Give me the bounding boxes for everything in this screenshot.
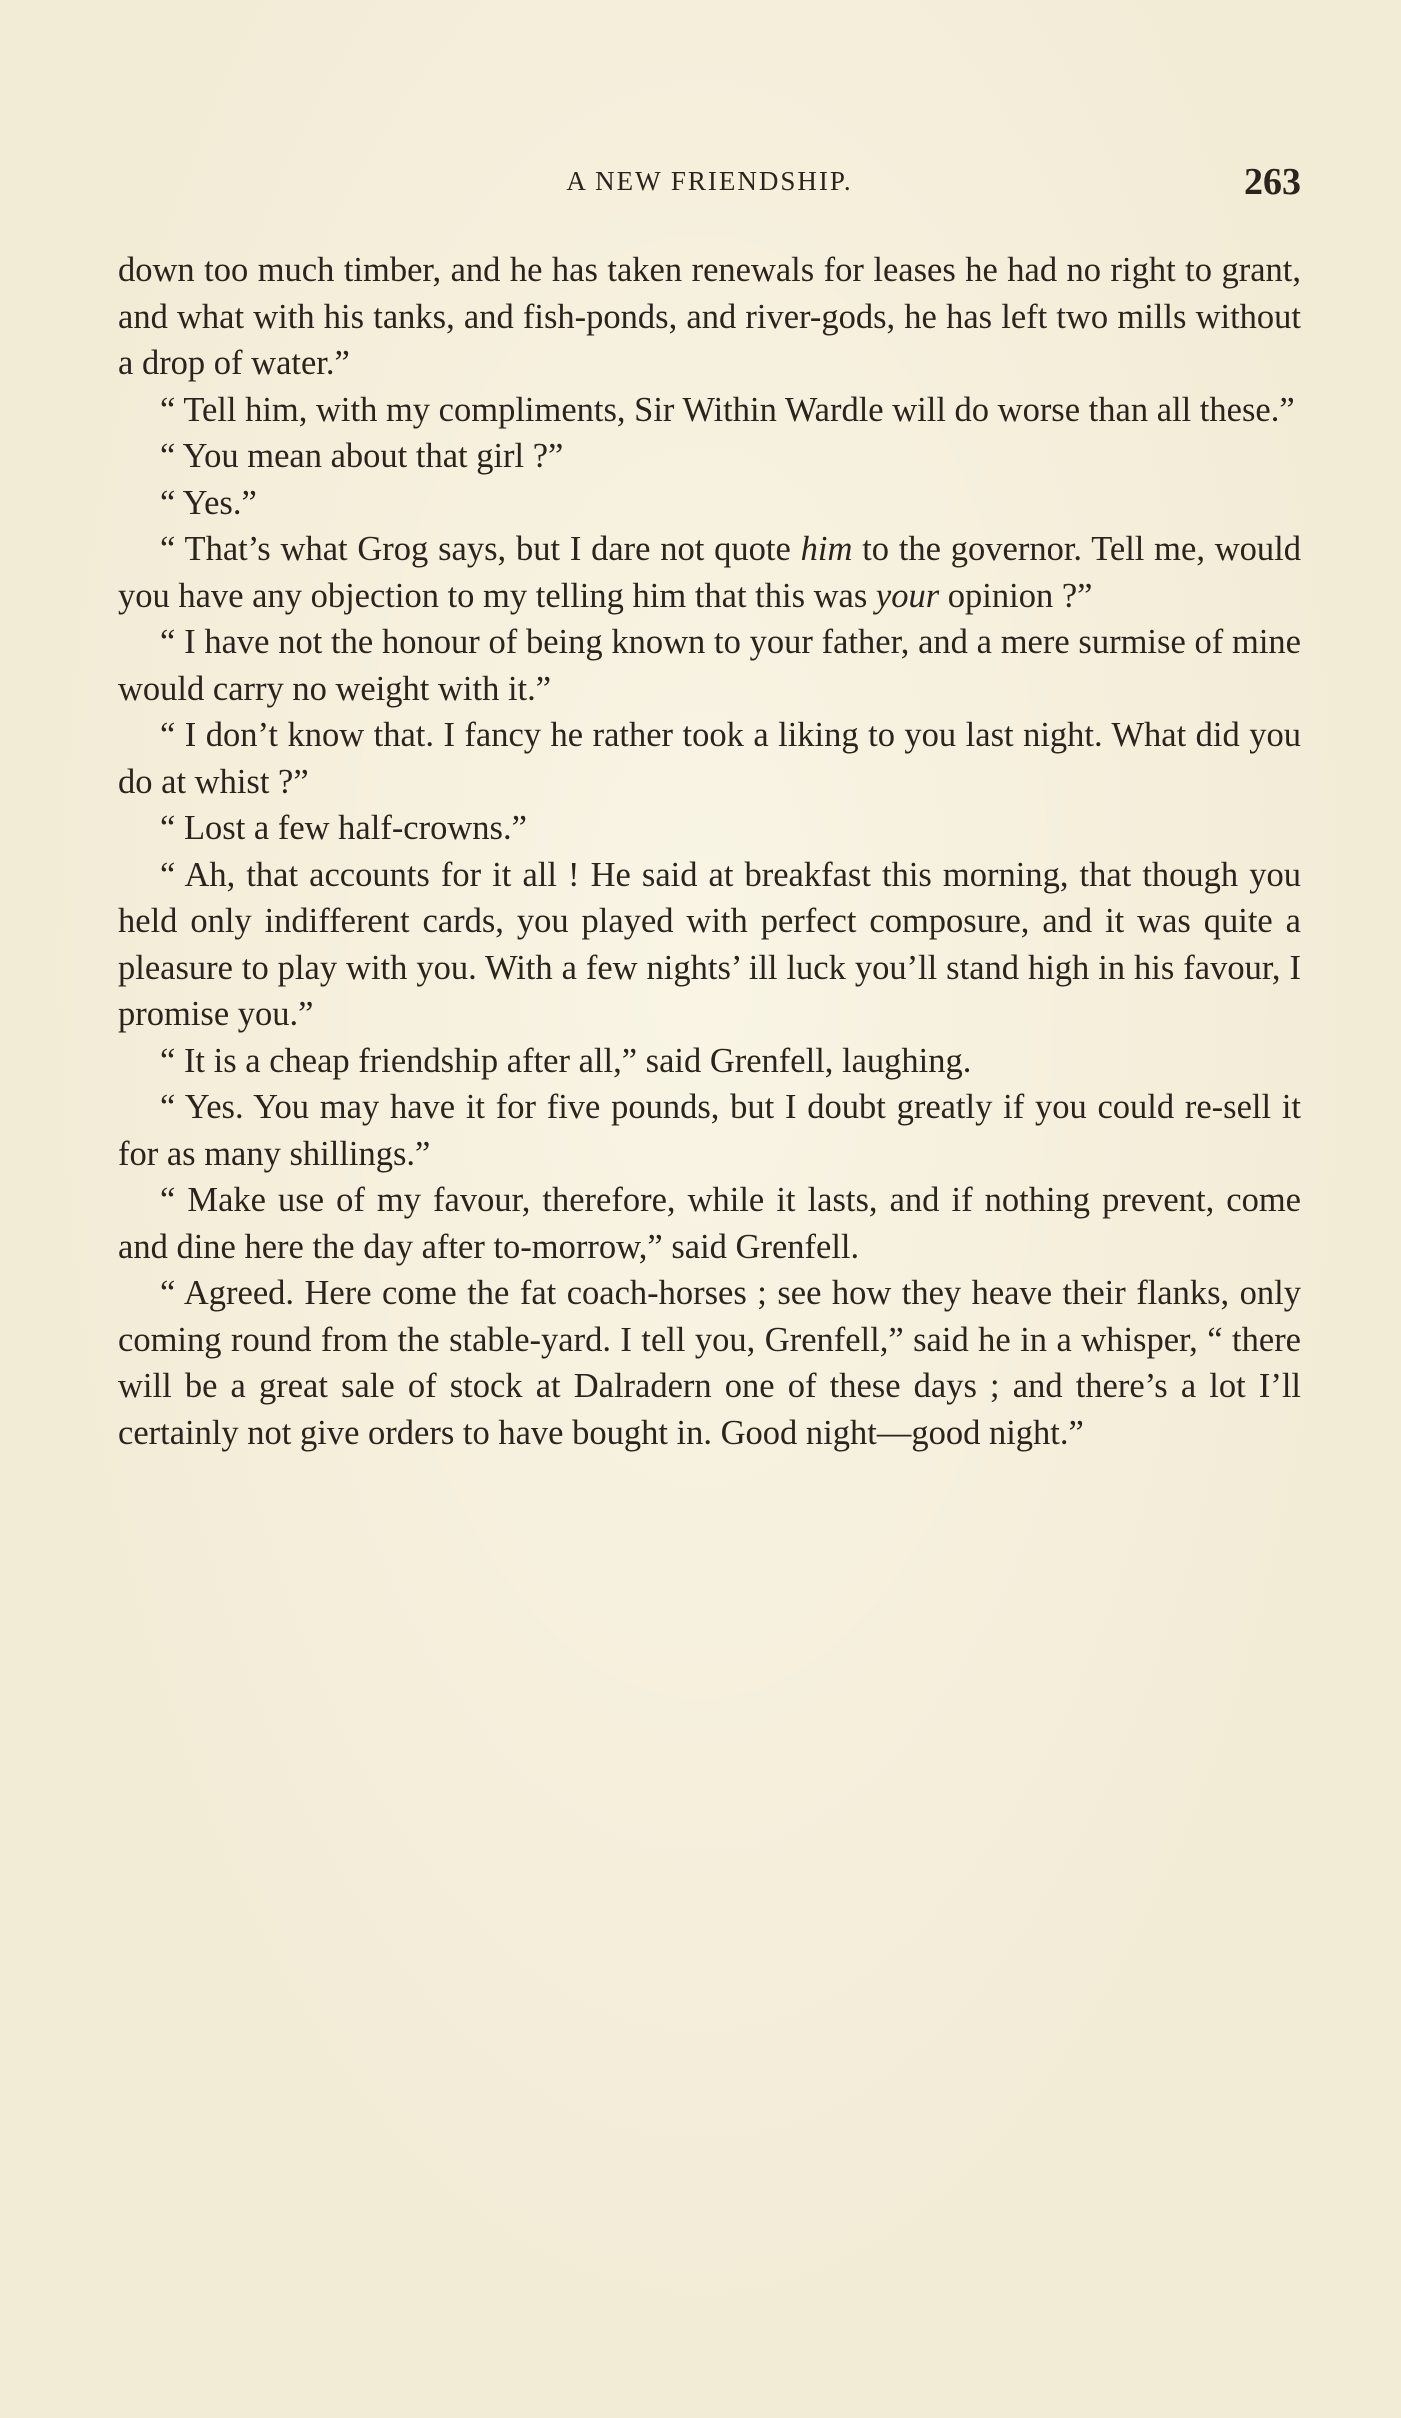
paragraph-text: to the governor. Tell me, would you have any objection to my telling him that this was — [118, 530, 1301, 615]
paragraph: down too much timber, and he has taken renewals for leases he had no right to grant, and what with his tanks, and fish-ponds, and river-gods, he has left two mills without a drop of water.” — [118, 251, 1301, 382]
running-title: A NEW FRIENDSHIP. — [566, 166, 853, 196]
paragraph-text: “ That’s what Grog says, but I dare not quote — [160, 530, 801, 568]
paragraph: “ It is a cheap friendship after all,” said Grenfell, laughing. — [160, 1041, 972, 1080]
paragraph: “ Yes.” — [160, 483, 257, 522]
paragraph: “ I have not the honour of being known to your father, and a mere surmise of mine would carry no weight with it.” — [118, 623, 1301, 708]
body-text — [118, 247, 1301, 1456]
running-head — [118, 160, 1301, 204]
paragraph: “ Agreed. Here come the fat coach-horses ; see how they heave their flanks, only coming round from the stable-yard. I tell you, Grenfell,” said he in a whisper, “ there will be a great sale of stock at Dalradern one of these days ; and there’s a lot I’ll certainly not give orders to have bought in. Good night—good night.” — [118, 1274, 1301, 1452]
paragraph: “ You mean about that girl ?” — [160, 437, 564, 475]
paragraph: “ Yes. You may have it for five pounds, but I doubt greatly if you could re-sell it for as many shillings.” — [118, 1088, 1301, 1173]
paragraph: “ I don’t know that. I fancy he rather took a liking to you last night. What did you do at whist ?” — [118, 716, 1301, 801]
paragraph-text: opinion ?” — [939, 576, 1093, 615]
paragraph — [118, 526, 1301, 619]
paragraph: “ Tell him, with my compliments, Sir Within Wardle will do worse than all these.” — [160, 390, 1295, 429]
paragraph: “ Lost a few half-crowns.” — [160, 809, 527, 847]
paragraph: “ Make use of my favour, therefore, while it lasts, and if nothing prevent, come and dine here the day after to-morrow,” said Grenfell. — [118, 1181, 1301, 1266]
page-number: 263 — [1244, 161, 1301, 203]
paragraph: “ Ah, that accounts for it all ! He said at breakfast this morning, that though you held only indifferent cards, you played with perfect composure, and it was quite a pleasure to play with you. With a few nights’ ill luck you’ll stand high in his favour, I promise you.” — [118, 855, 1301, 1033]
italic-word: your — [875, 576, 940, 615]
italic-word: him — [800, 530, 853, 568]
